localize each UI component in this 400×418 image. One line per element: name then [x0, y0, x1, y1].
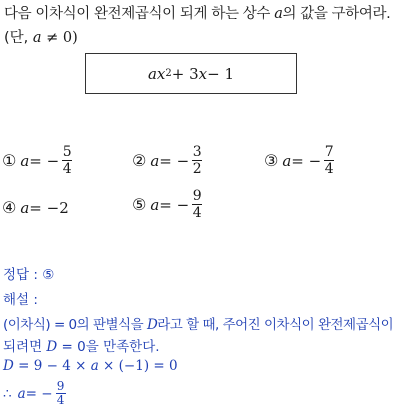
answer-fraction: $\frac{9}{4}$: [56, 379, 65, 407]
expr-term: + 3: [171, 64, 199, 83]
expr-x: x: [156, 64, 166, 83]
option-4[interactable]: [2, 198, 69, 217]
option-variable: a: [20, 198, 30, 217]
option-variable: a: [150, 195, 160, 214]
expr-x: x: [198, 64, 208, 83]
option-variable: a: [282, 151, 292, 170]
option-variable: a: [150, 151, 160, 170]
option-number: ③: [264, 151, 279, 170]
option-equals: = −: [159, 151, 190, 170]
question-line-2: [4, 26, 78, 47]
option-fraction: $\frac{5}{4}$: [62, 144, 72, 177]
expr-a: a: [147, 64, 157, 83]
option-number: ①: [2, 151, 17, 170]
option-1[interactable]: [2, 144, 72, 177]
option-fraction: $\frac{3}{2}$: [192, 144, 202, 177]
expr-term: − 1: [207, 64, 235, 83]
option-number: ⑤: [132, 195, 147, 214]
expression-box: [85, 53, 297, 94]
explanation-line-1: (이차식) = 0의 판별식을 D라고 할 때, 주어진 이차식이 완전제곱식이: [3, 317, 394, 333]
option-equals: = −: [291, 151, 322, 170]
option-equals: = −: [29, 151, 60, 170]
option-fraction: $\frac{9}{4}$: [192, 188, 202, 221]
answer-label: 정답 : ⑤: [3, 267, 55, 283]
explanation-line-2: 되려면 D = 0을 만족한다.: [3, 339, 160, 355]
option-value: = −2: [29, 198, 69, 217]
option-equals: = −: [159, 195, 190, 214]
option-5[interactable]: [132, 188, 202, 221]
question-text-end: 의 값을 구하여라.: [282, 6, 391, 22]
explanation-label: 해설 :: [3, 292, 38, 308]
option-number: ④: [2, 198, 17, 217]
condition-prefix: (단,: [4, 30, 33, 46]
option-fraction: $\frac{7}{4}$: [324, 144, 334, 177]
condition-text: ≠ 0): [41, 30, 78, 46]
expr-exponent: 2: [165, 68, 172, 79]
variable-a: a: [32, 30, 42, 46]
variable-a: a: [274, 6, 283, 22]
explanation-line-4: ∴ a = − $\frac{9}{4}$: [3, 379, 65, 407]
option-variable: a: [20, 151, 30, 170]
question-text: 다음 이차식이 완전제곱식이 되게 하는 상수: [4, 6, 275, 22]
explanation-line-3: D = 9 − 4 × a × (−1) = 0: [3, 358, 178, 374]
question-line-1: [4, 2, 390, 23]
option-2[interactable]: [132, 144, 202, 177]
option-3[interactable]: [264, 144, 334, 177]
option-number: ②: [132, 151, 147, 170]
